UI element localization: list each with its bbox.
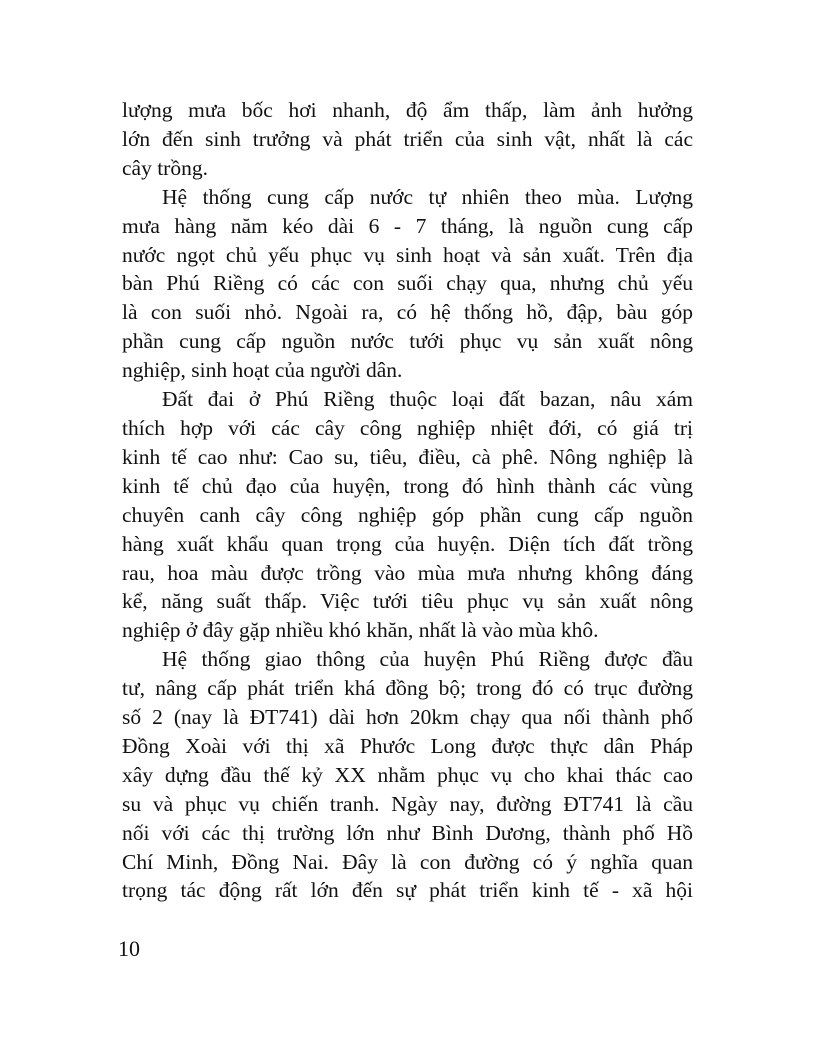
text-line: là con suối nhỏ. Ngoài ra, có hệ thống hồ, đập, bàu góp (122, 300, 693, 325)
text-line: rau, hoa màu được trồng vào mùa mưa nhưng không đáng (122, 560, 693, 585)
text-line: phần cung cấp nguồn nước tưới phục vụ sản xuất nông (122, 329, 693, 354)
paragraph-transport (122, 645, 693, 905)
text-line: Đất đai ở Phú Riềng thuộc loại đất bazan, nâu xám (162, 387, 693, 412)
text-line: lớn đến sinh trưởng và phát triển của sinh vật, nhất là các (122, 126, 693, 151)
text-line: Hệ thống cung cấp nước tự nhiên theo mùa. Lượng (162, 184, 693, 209)
text-line: kể, năng suất thấp. Việc tưới tiêu phục vụ sản xuất nông (122, 589, 693, 614)
book-page-body (122, 96, 693, 905)
paragraph-land (122, 385, 693, 645)
page-number: 10 (118, 936, 140, 961)
paragraph-water-supply (122, 183, 693, 385)
text-line: Chí Minh, Đồng Nai. Đây là con đường có ý nghĩa quan (122, 849, 693, 874)
text-line: Hệ thống giao thông của huyện Phú Riềng được đầu (162, 647, 693, 672)
text-line: tư, nâng cấp phát triển khá đồng bộ; trong đó có trục đường (122, 676, 693, 701)
text-line: thích hợp với các cây công nghiệp nhiệt đới, có giá trị (122, 415, 693, 440)
text-line: trọng tác động rất lớn đến sự phát triển kinh tế - xã hội (122, 878, 693, 903)
text-line: số 2 (nay là ĐT741) dài hơn 20km chạy qua nối thành phố (122, 705, 693, 730)
text-line: nghiệp, sinh hoạt của người dân. (122, 358, 403, 383)
text-line: xây dựng đầu thế kỷ XX nhằm phục vụ cho khai thác cao (122, 762, 693, 787)
text-line: nước ngọt chủ yếu phục vụ sinh hoạt và sản xuất. Trên địa (122, 242, 693, 267)
text-line: su và phục vụ chiến tranh. Ngày nay, đường ĐT741 là cầu (122, 791, 693, 816)
text-line: nghiệp ở đây gặp nhiều khó khăn, nhất là vào mùa khô. (122, 618, 599, 643)
text-line: kinh tế chủ đạo của huyện, trong đó hình thành các vùng (122, 473, 693, 498)
text-line: nối với các thị trường lớn như Bình Dương, thành phố Hồ (122, 820, 693, 845)
text-line: mưa hàng năm kéo dài 6 - 7 tháng, là nguồn cung cấp (122, 213, 693, 238)
text-line: Đồng Xoài với thị xã Phước Long được thực dân Pháp (122, 733, 693, 758)
text-line: lượng mưa bốc hơi nhanh, độ ẩm thấp, làm ảnh hưởng (122, 98, 693, 122)
text-line: hàng xuất khẩu quan trọng của huyện. Diện tích đất trồng (122, 531, 693, 556)
text-line: chuyên canh cây công nghiệp góp phần cung cấp nguồn (122, 502, 693, 527)
text-line: bàn Phú Riềng có các con suối chạy qua, nhưng chủ yếu (122, 271, 693, 296)
text-line: kinh tế cao như: Cao su, tiêu, điều, cà phê. Nông nghiệp là (122, 444, 693, 469)
paragraph-climate (122, 96, 693, 183)
text-line: cây trồng. (122, 155, 208, 180)
